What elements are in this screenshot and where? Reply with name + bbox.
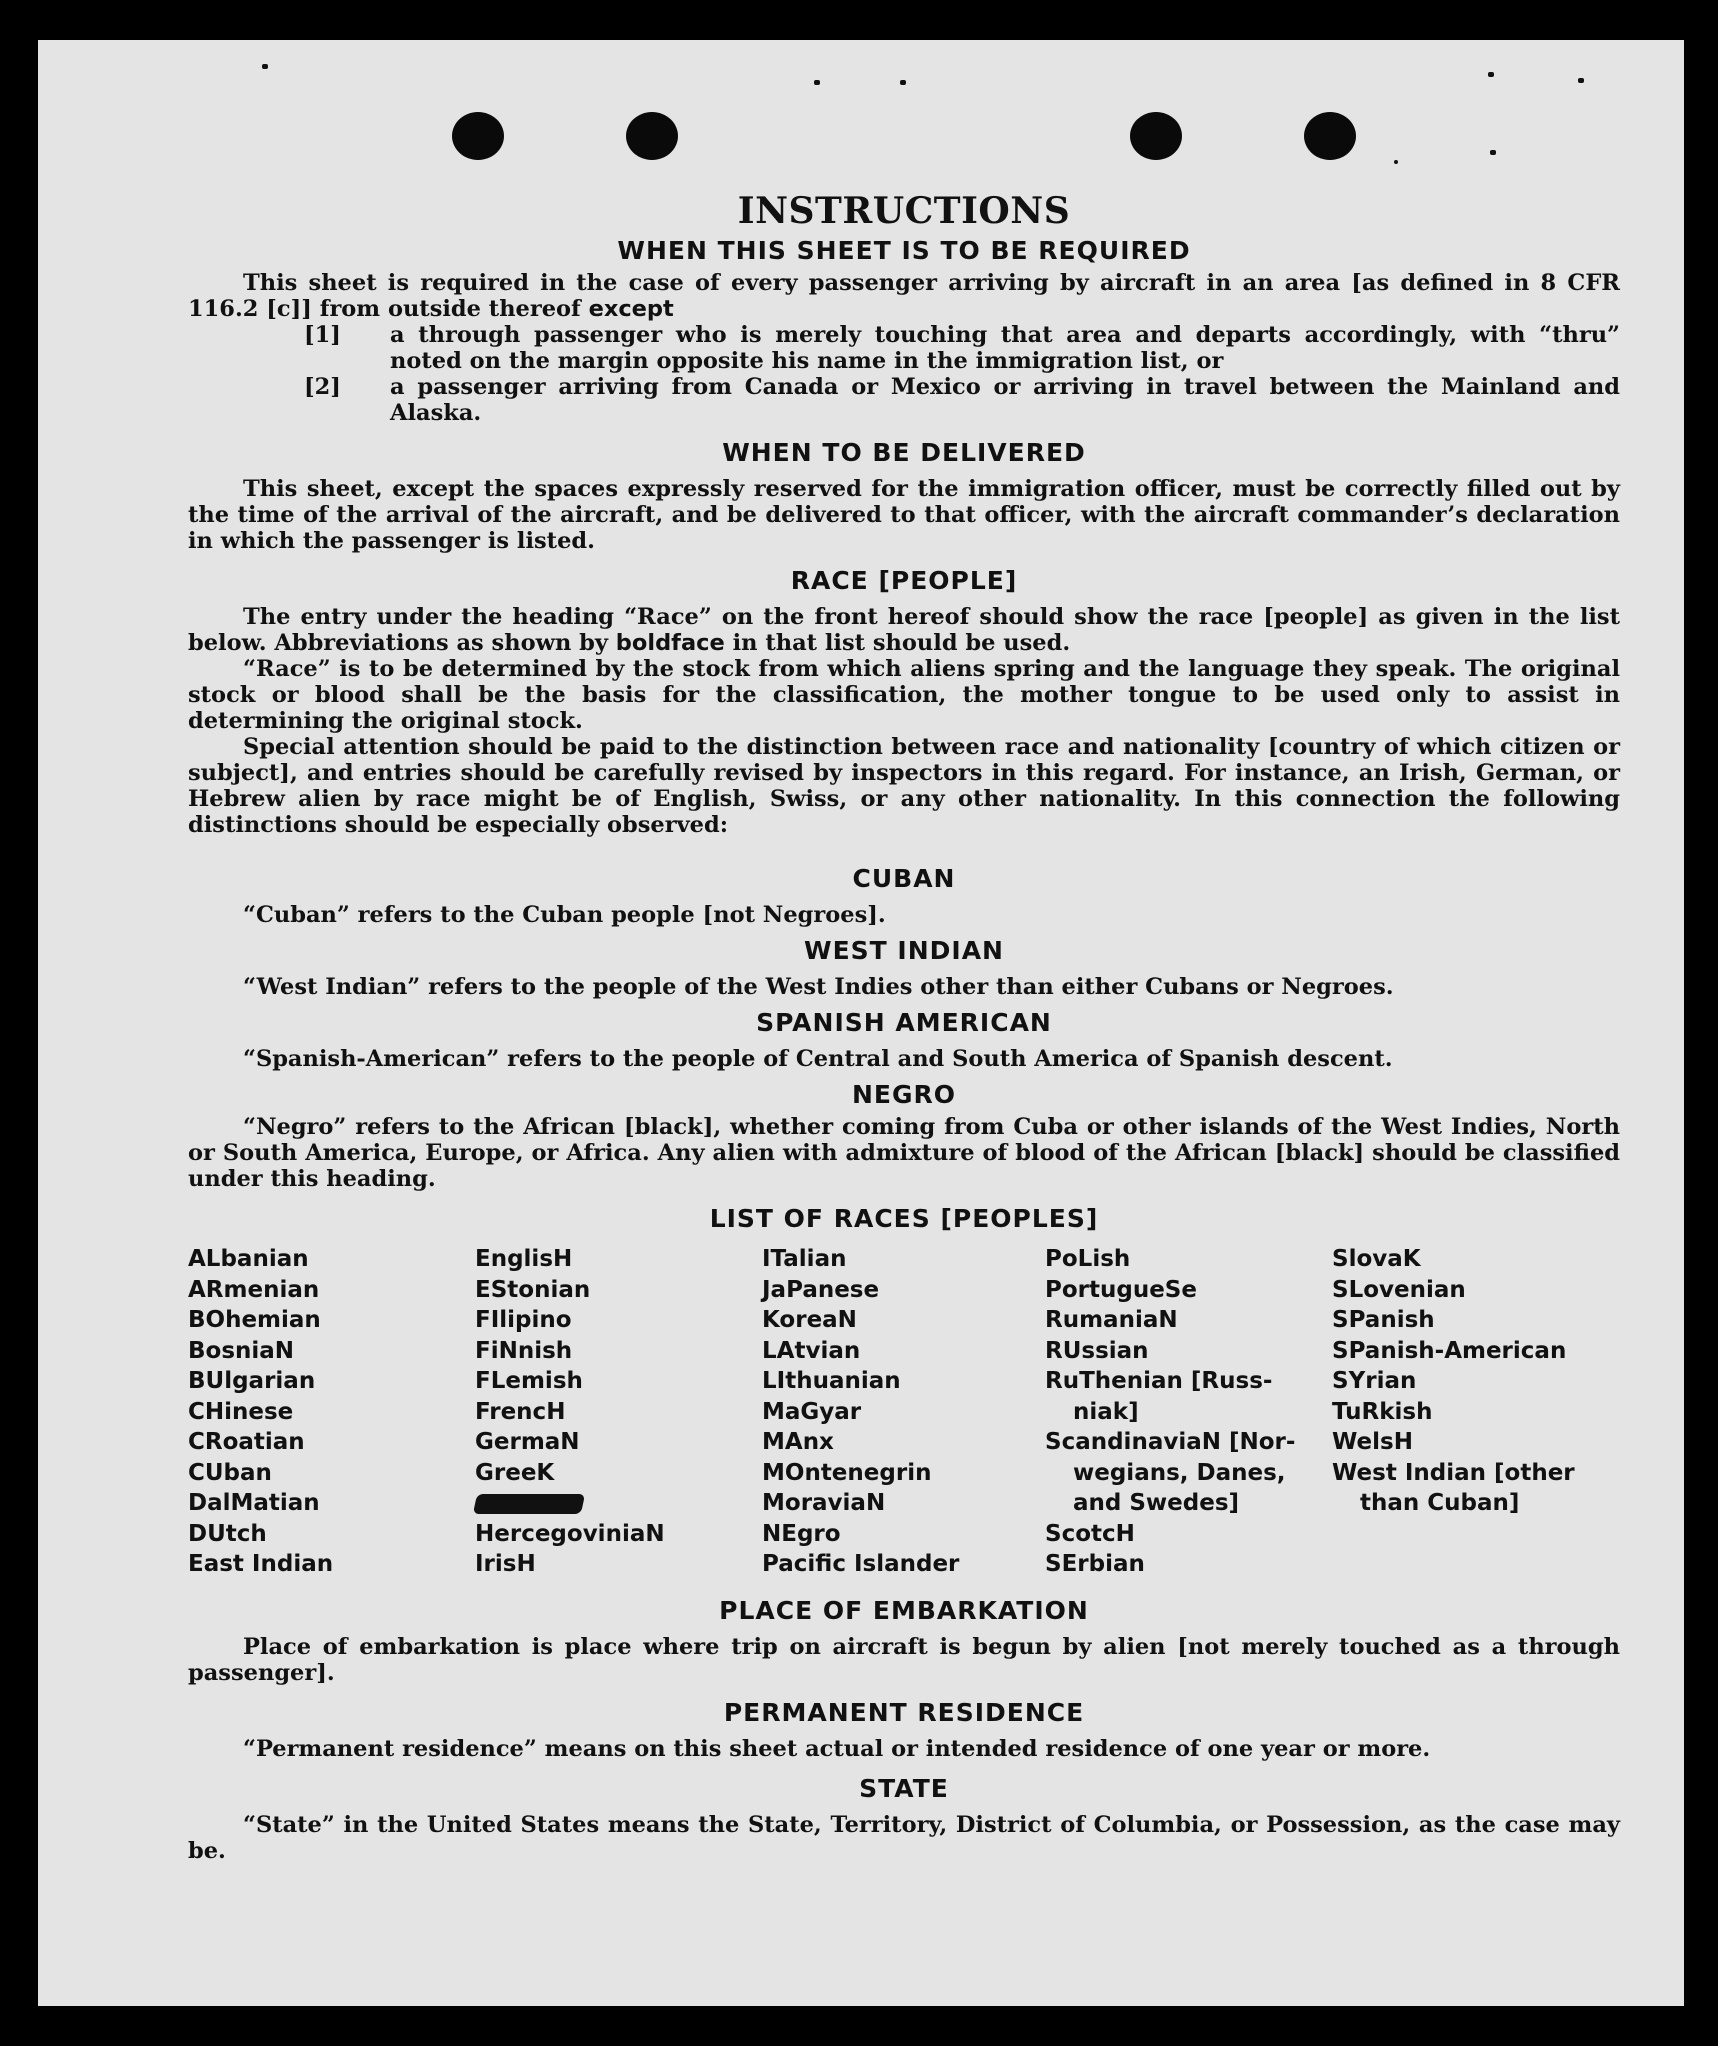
race-item: SPanish-American [1332,1337,1567,1364]
race-paragraph-3: Special attention should be paid to the distinction between race and nationality [country of which citizen or subject], and entries should be carefully revised by inspectors in this regard. For instance, an Irish, German, or Hebrew alien by race might be of English, Swiss, or any other nationality. In this connection the following distinctions should be especially observed: [188,734,1620,838]
race-item: IrisH [475,1551,536,1577]
race-item: HercegoviniaN [475,1520,665,1547]
race-item: BosniaN [188,1337,295,1364]
races-list [188,1244,1620,1580]
heading-race: RACE [PEOPLE] [790,566,1018,595]
punch-hole [1130,112,1182,160]
required-item: [2] a passenger arriving from Canada or Mexico or arriving in travel between the Mainland and Alaska. [304,374,1620,426]
except-keyword: except [588,296,674,322]
negro-text: “Negro” refers to the African [black], whether coming from Cuba or other islands of the West Indies, North or South America, Europe, or Africa. Any alien with admixture of blood of the African [black] should be classified under this heading. [188,1114,1620,1192]
race-item: RUssian [1045,1337,1149,1364]
heading-permanent-residence: PERMANENT RESIDENCE [723,1697,1085,1727]
heading-west-indian: WEST INDIAN [804,936,1004,965]
speck [262,64,268,69]
race-item: SlovaK [1332,1246,1421,1272]
heading-spanish-american: SPANISH AMERICAN [756,1008,1052,1037]
punch-hole [626,112,678,160]
race-item: RuThenian [Russ- [1045,1368,1273,1394]
race-paragraph-2: “Race” is to be determined by the stock from which aliens spring and the language they speak. The original stock or blood shall be the basis for the classification, the mother tongue to be used only to assist in determining the original stock. [188,656,1620,734]
embarkation-text: Place of embarkation is place where trip on aircraft is begun by alien [not merely touched as a through passenger]. [188,1633,1620,1686]
race-item: SLovenian [1332,1276,1466,1303]
race-item: EStonian [475,1276,591,1303]
race-item: LAtvian [762,1337,861,1364]
heading-state: STATE [859,1773,949,1803]
instructions-content [188,190,1620,1864]
race-item: FrencH [475,1398,566,1425]
race-item: Pacific Islander [762,1551,960,1577]
speck [900,80,906,85]
race-item: CUban [188,1459,272,1486]
heading-when-delivered: WHEN TO BE DELIVERED [722,438,1086,467]
punch-hole [452,112,504,160]
race-item: MOntenegrin [762,1459,932,1486]
punch-hole [1304,112,1356,160]
race-item: RumaniaN [1045,1307,1178,1333]
races-column-4 [1045,1244,1332,1580]
race-item: NEgro [762,1520,841,1547]
race-item: ScandinaviaN [Nor- [1045,1429,1296,1455]
race-item: East Indian [188,1551,334,1577]
race-item: MAnx [762,1429,834,1455]
race-item: FIlipino [475,1307,572,1333]
race-item: West Indian [other [1332,1459,1575,1486]
races-column-3 [762,1244,1045,1580]
speck [1488,72,1494,77]
race-item: ScotcH [1045,1520,1135,1547]
race-item-continued: than Cuban] [1360,1490,1520,1516]
race-item: KoreaN [762,1307,857,1333]
race-item: CRoatian [188,1429,305,1455]
race-item: PoLish [1045,1246,1131,1272]
race-item: SPanish [1332,1307,1435,1333]
redaction-mark [473,1494,585,1514]
west-indian-text: “West Indian” refers to the people of the West Indies other than either Cubans or Negroes. [243,974,1394,1000]
required-item: [1] a through passenger who is merely touching that area and departs accordingly, with “thru” noted on the margin opposite his name in the immigration list, or [304,322,1620,374]
race-item: DalMatian [188,1490,320,1516]
race-item: LIthuanian [762,1368,901,1394]
race-item: MoraviaN [762,1490,886,1516]
document-sheet [38,40,1684,2006]
spanish-american-text: “Spanish-American” refers to the people of Central and South America of Spanish descent. [243,1046,1393,1072]
race-item-continued: wegians, Danes, [1073,1459,1286,1486]
race-item: WelsH [1332,1429,1413,1455]
race-item: BUlgarian [188,1368,316,1394]
race-item: CHinese [188,1398,294,1425]
race-item: SErbian [1045,1551,1145,1577]
race-item: BOhemian [188,1307,321,1333]
heading-when-required: WHEN THIS SHEET IS TO BE REQUIRED [617,236,1191,265]
speck [1578,78,1584,83]
cuban-text: “Cuban” refers to the Cuban people [not Negroes]. [243,902,886,928]
heading-cuban: CUBAN [852,864,956,893]
race-item: PortugueSe [1045,1276,1197,1303]
race-item: ARmenian [188,1276,320,1303]
race-item: FLemish [475,1368,583,1394]
heading-place-of-embarkation: PLACE OF EMBARKATION [719,1595,1089,1625]
heading-negro: NEGRO [851,1080,957,1109]
race-item: ALbanian [188,1246,309,1272]
race-item: EnglisH [475,1246,573,1272]
race-item-continued: niak] [1073,1398,1139,1425]
races-column-2 [475,1244,762,1580]
state-text: “State” in the United States means the State, Territory, District of Columbia, or Possession, as the case may be. [188,1811,1620,1864]
required-intro: This sheet is required in the case of every passenger arriving by aircraft in an area [as defined in 8 CFR 116.2 [c]] from outside thereof except [188,270,1620,322]
race-item: FiNnish [475,1337,573,1364]
race-item: SYrian [1332,1368,1417,1394]
delivered-text: This sheet, except the spaces expressly reserved for the immigration officer, must be correctly filled out by the time of the arrival of the aircraft, and be delivered to that officer, with the aircraft commander’s declaration in which the passenger is listed. [188,476,1620,554]
race-item: ITalian [762,1246,847,1272]
race-item: MaGyar [762,1398,862,1425]
speck [1490,150,1496,155]
race-item: DUtch [188,1520,267,1547]
race-item: TuRkish [1332,1398,1433,1425]
race-item: GreeK [475,1459,555,1486]
races-column-1 [188,1244,475,1580]
race-item-redacted [475,1488,762,1519]
race-item: JaPanese [762,1276,880,1303]
residence-text: “Permanent residence” means on this sheet actual or intended residence of one year or more. [243,1735,1431,1762]
race-item-continued: and Swedes] [1073,1490,1240,1516]
heading-list-of-races: LIST OF RACES [PEOPLES] [709,1204,1099,1233]
speck [1394,160,1398,164]
race-item: GermaN [475,1429,580,1455]
speck [814,80,820,85]
race-paragraph-1: The entry under the heading “Race” on the front hereof should show the race [people] as given in the list below. Abbreviations as shown by boldface in that list should be used. [188,604,1620,656]
page-title: INSTRUCTIONS [737,190,1071,232]
races-column-5 [1332,1244,1620,1580]
